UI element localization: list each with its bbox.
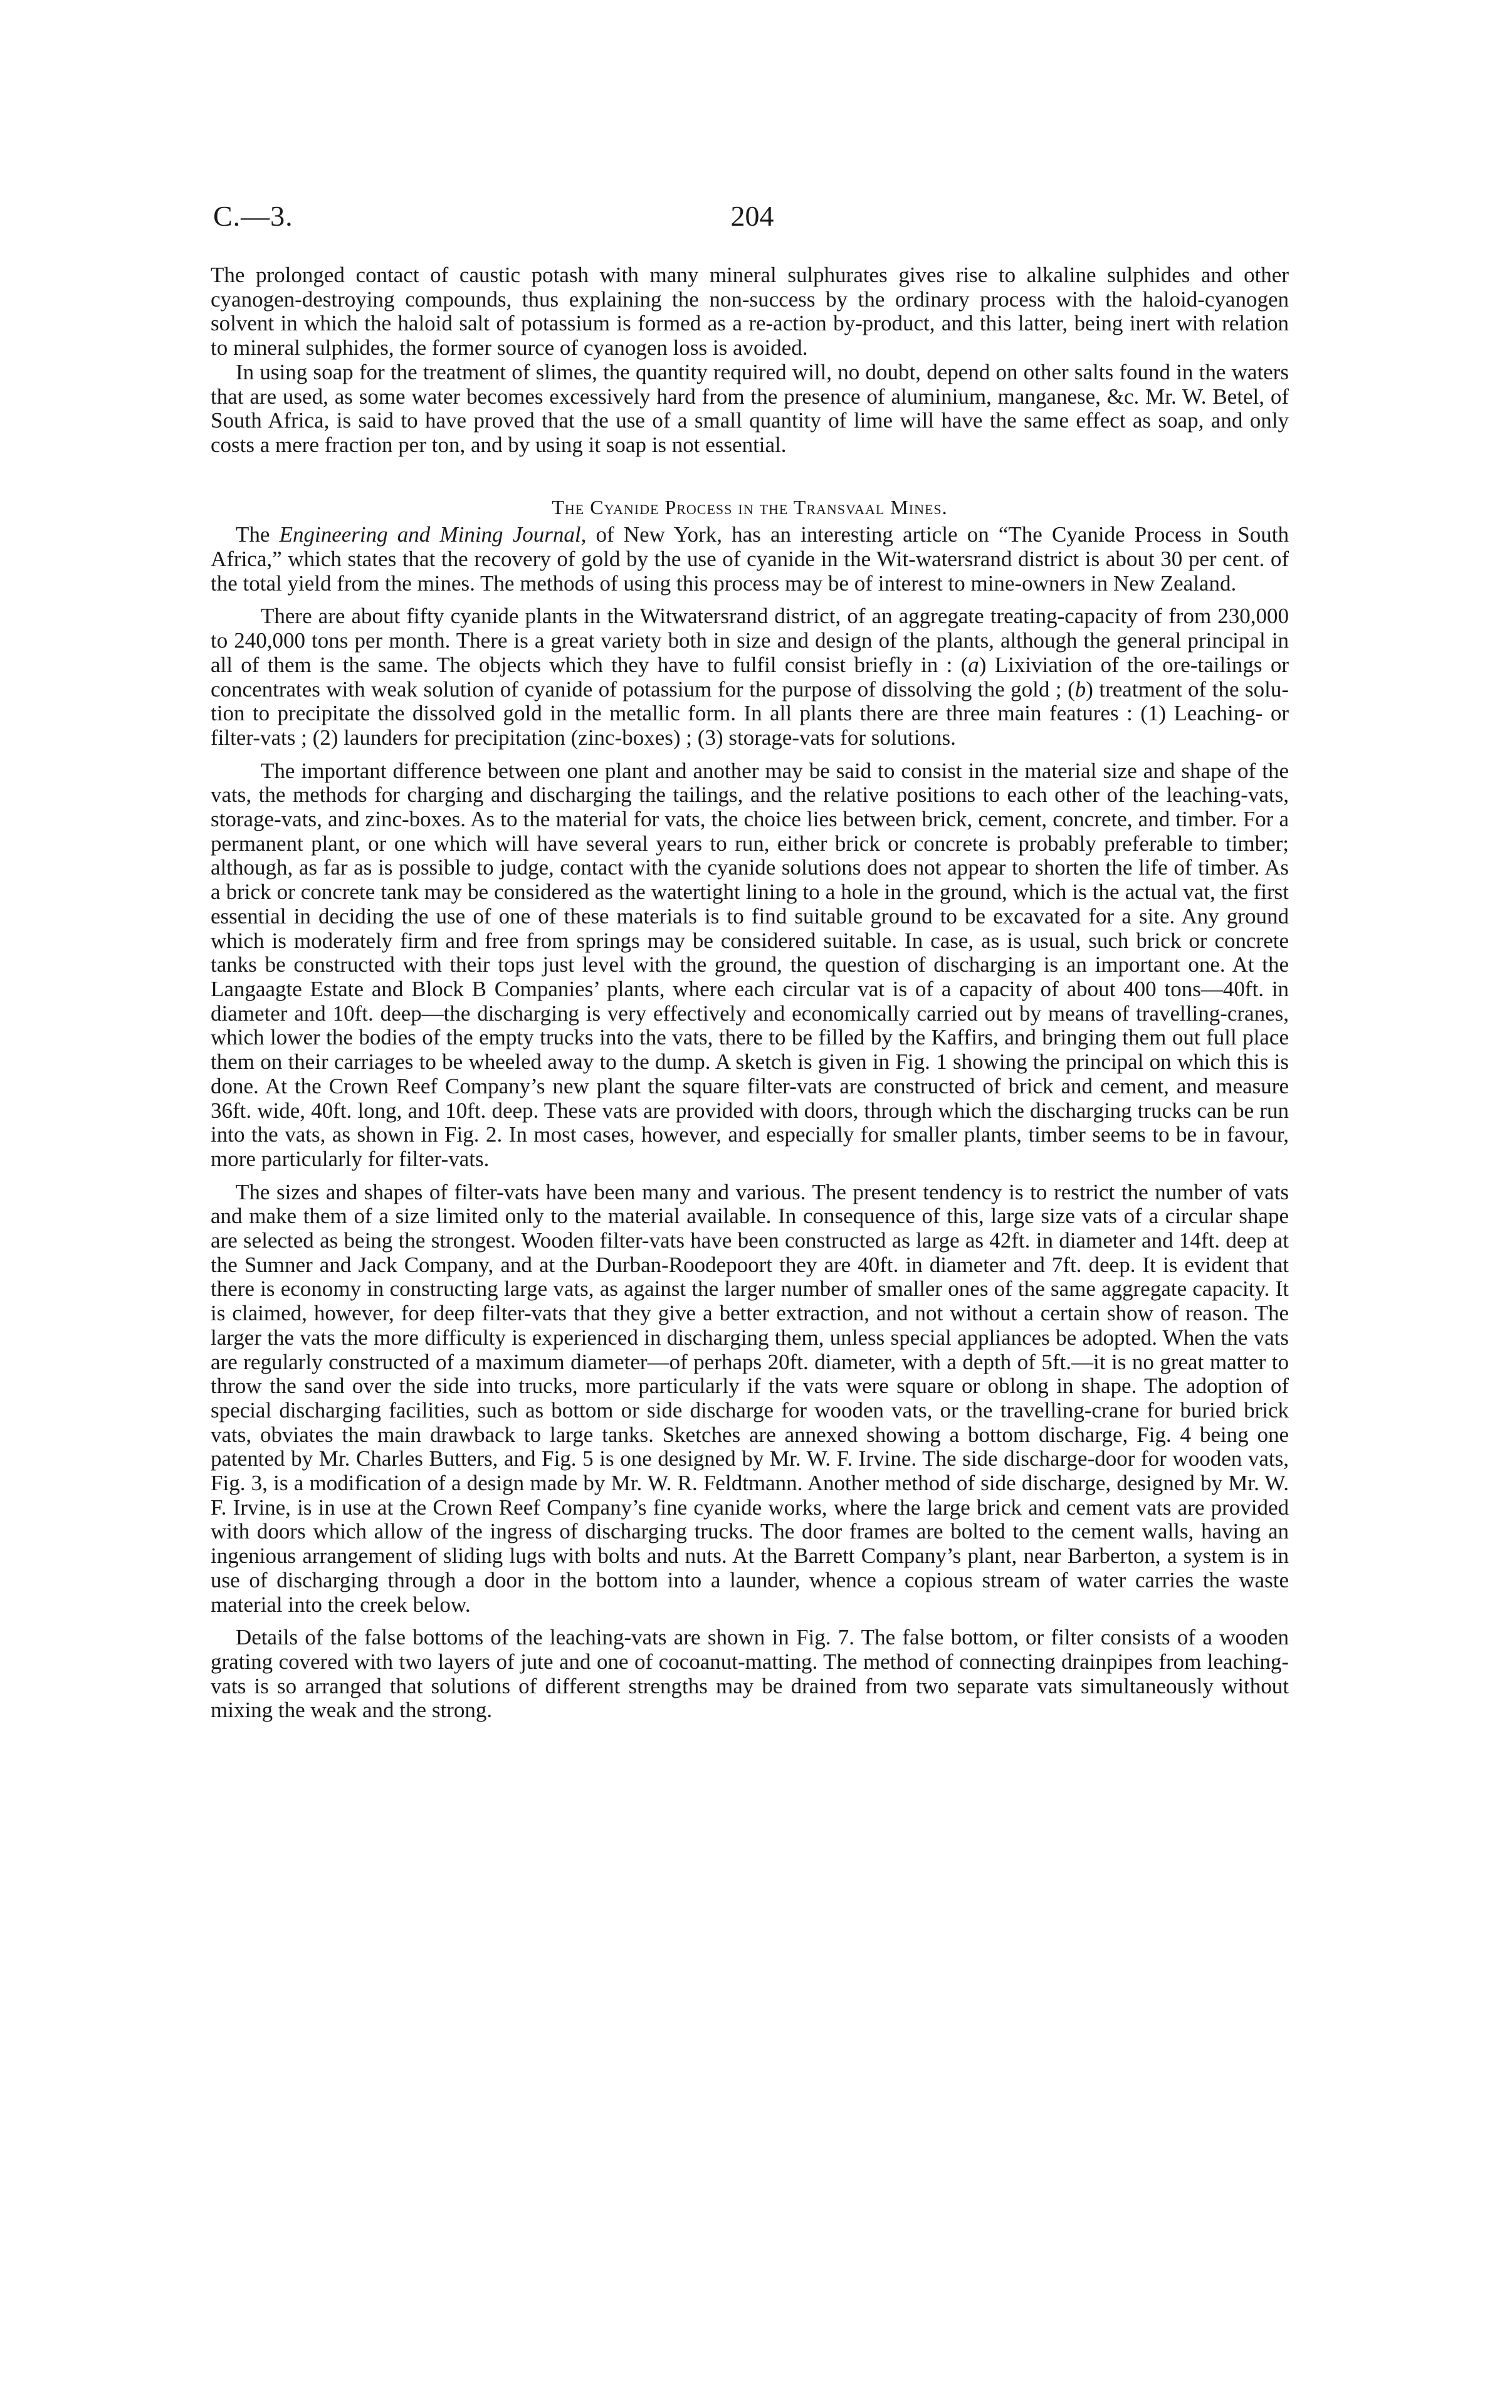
document-reference: C.—3. xyxy=(213,200,293,232)
paragraph-soap-slimes: In using soap for the treatment of slimes, the quantity required will, no doubt, depend on other salts found in the waters that are used, as some water becomes excessively hard from the presence of aluminium, manganese, &c. Mr. W. Betel, of South Africa, is said to have proved that the use of a small quantity of lime will have the same effect as soap, and only costs a mere fraction per ton, and by using it soap is not essential. xyxy=(211,359,1289,457)
journal-intro-rest: of New York, has an interesting article on “The Cyanide Process in South Africa,” which states that the recovery of gold by the use of cyanide in the Wit-watersrand district is about 30 per cent. of the total yield from the mines. The methods of using this process may be of interest to mine-owners in New Zealand. xyxy=(211,522,1289,596)
plants-text-a: There are about fifty cyanide plants in the Witwatersrand district, of an aggregate treating-capacity of from 230,000 to 240,000 tons per month. There is a great variety both in size and design of the plants, although the general principal in all of them is the same. The objects which they have to fulfil consist briefly in : ( xyxy=(211,604,1289,677)
article-body xyxy=(211,263,1289,1723)
paragraph-caustic-potash: The prolonged contact of caustic potash with many mineral sulphurates gives rise to alkaline sulphides and other cyanogen-destroying compounds, thus explaining the non-success by the ordinary process with the haloid-cyanogen solvent in which the haloid salt of potassium is formed as a re-action by-product, and this latter, being inert with relation to mineral sulphides, the former source of cyanogen loss is avoided. xyxy=(211,263,1289,360)
journal-name: Engineering and Mining Journal, xyxy=(279,522,587,547)
plants-text-b: ) Lixiviation of the ore-tailings or concentrates with weak solution of cyanide of potassium for the purpose of dissolving the gold ; ( xyxy=(211,652,1289,702)
paragraph-vat-materials: The important difference between one plant and another may be said to consist in the material size and shape of the vats, the methods for charging and discharging the tailings, and the relative positions to each other of the leaching-vats, storage-vats, and zinc-boxes. As to the material for vats, the choice lies between brick, cement, concrete, and timber. For a permanent plant, or one which will have several years to run, either brick or concrete is probably preferable to timber; although, as far as is possible to judge, contact with the cyanide solutions does not appear to shorten the life of timber. As a brick or concrete tank may be considered as the watertight lining to a hole in the ground, which is the actual vat, the first essential in deciding the use of one of these materials is to find suitable ground to be excavated for a site. Any ground which is moderately firm and free from springs may be considered suitable. In case, as is usual, such brick or concrete tanks be constructed with their tops just level with the ground, the question of discharging is an important one. At the Langaagte Estate and Block B Companies’ plants, where each circular vat is of a capacity of about 400 tons—40ft. in diameter and 10ft. deep—the discharging is very effectively and economically carried out by means of travelling-cranes, which lower the bodies of the empty trucks into the vats, there to be filled by the Kaffirs, and bringing them out full place them on their carriages to be wheeled away to the dump. A sketch is given in Fig. 1 showing the principal on which this is done. At the Crown Reef Company’s new plant the square filter-vats are constructed of brick and cement, and measure 36ft. wide, 40ft. long, and 10ft. deep. These vats are provided with doors, through which the discharging trucks can be run into the vats, as shown in Fig. 2. In most cases, however, and especially for smaller plants, timber seems to be in favour, more particularly for filter-vats. xyxy=(211,758,1289,1171)
section-title: The Cyanide Process in the Transvaal Mines. xyxy=(552,495,948,518)
page-header xyxy=(213,199,1291,237)
paragraph-false-bottoms: Details of the false bottoms of the leaching-vats are shown in Fig. 7. The false bottom, or filter consists of a wooden grating covered with two layers of jute and one of cocoanut-matting. The method of connecting drainpipes from leaching-vats is so arranged that solutions of different strengths may be drained from two separate vats simultaneously without mixing the weak and the strong. xyxy=(211,1625,1289,1723)
paragraph-journal-intro xyxy=(211,523,1289,596)
paragraph-vat-sizes: The sizes and shapes of filter-vats have been many and various. The present tendency is to restrict the number of vats and make them of a size limited only to the material available. In consequence of this, large size vats of a circular shape are selected as being the strongest. Wooden filter-vats have been constructed as large as 42ft. in diameter and 14ft. deep at the Sumner and Jack Company, and at the Durban-Roodepoort they are 40ft. in diameter and 7ft. deep. It is evident that there is economy in constructing large vats, as against the larger number of smaller ones of the same aggregate capacity. It is claimed, however, for deep filter-vats that they give a better extraction, and not without a certain show of reason. The larger the vats the more difficulty is experienced in discharging them, unless special appliances be adopted. When the vats are regularly constructed of a maximum diameter—of perhaps 20ft. diameter, with a depth of 5ft.—it is no great matter to throw the sand over the side into trucks, more particularly if the vats were square or oblong in shape. The adoption of special discharging facilities, such as bottom or side discharge for wooden vats, or the travelling-crane for buried brick vats, obviates the main drawback to large tanks. Sketches are annexed showing a bottom discharge, Fig. 4 being one patented by Mr. Charles Butters, and Fig. 5 is one designed by Mr. W. F. Irvine. The side discharge-door for wooden vats, Fig. 3, is a modification of a design made by Mr. W. R. Feldtmann. Another method of side discharge, designed by Mr. W. F. Irvine, is in use at the Crown Reef Company’s fine cyanide works, where the large brick and cement vats are provided with doors which allow of the ingress of discharging trucks. The door frames are bolted to the cement walls, having an ingenious arrangement of sliding lugs with bolts and nuts. At the Barrett Company’s plant, near Barberton, a system is in use of discharging through a door in the bottom into a launder, whence a copious stream of water carries the waste material into the creek below. xyxy=(211,1179,1289,1617)
paragraph-cyanide-plants xyxy=(211,604,1289,750)
plants-letter-b: b xyxy=(1074,676,1086,702)
page-number: 204 xyxy=(730,200,774,232)
journal-intro-lead: The xyxy=(236,522,280,547)
plants-letter-a: a xyxy=(968,652,979,677)
plants-text-c: ) treatment of the solu-tion to precipitate the dissolved gold in the metallic form. In all plants there are three main features : (1) Leaching- or filter-vats ; (2) launders for precipitation (zinc-boxes) ; (3) storage-vats for solutions. xyxy=(211,676,1289,750)
